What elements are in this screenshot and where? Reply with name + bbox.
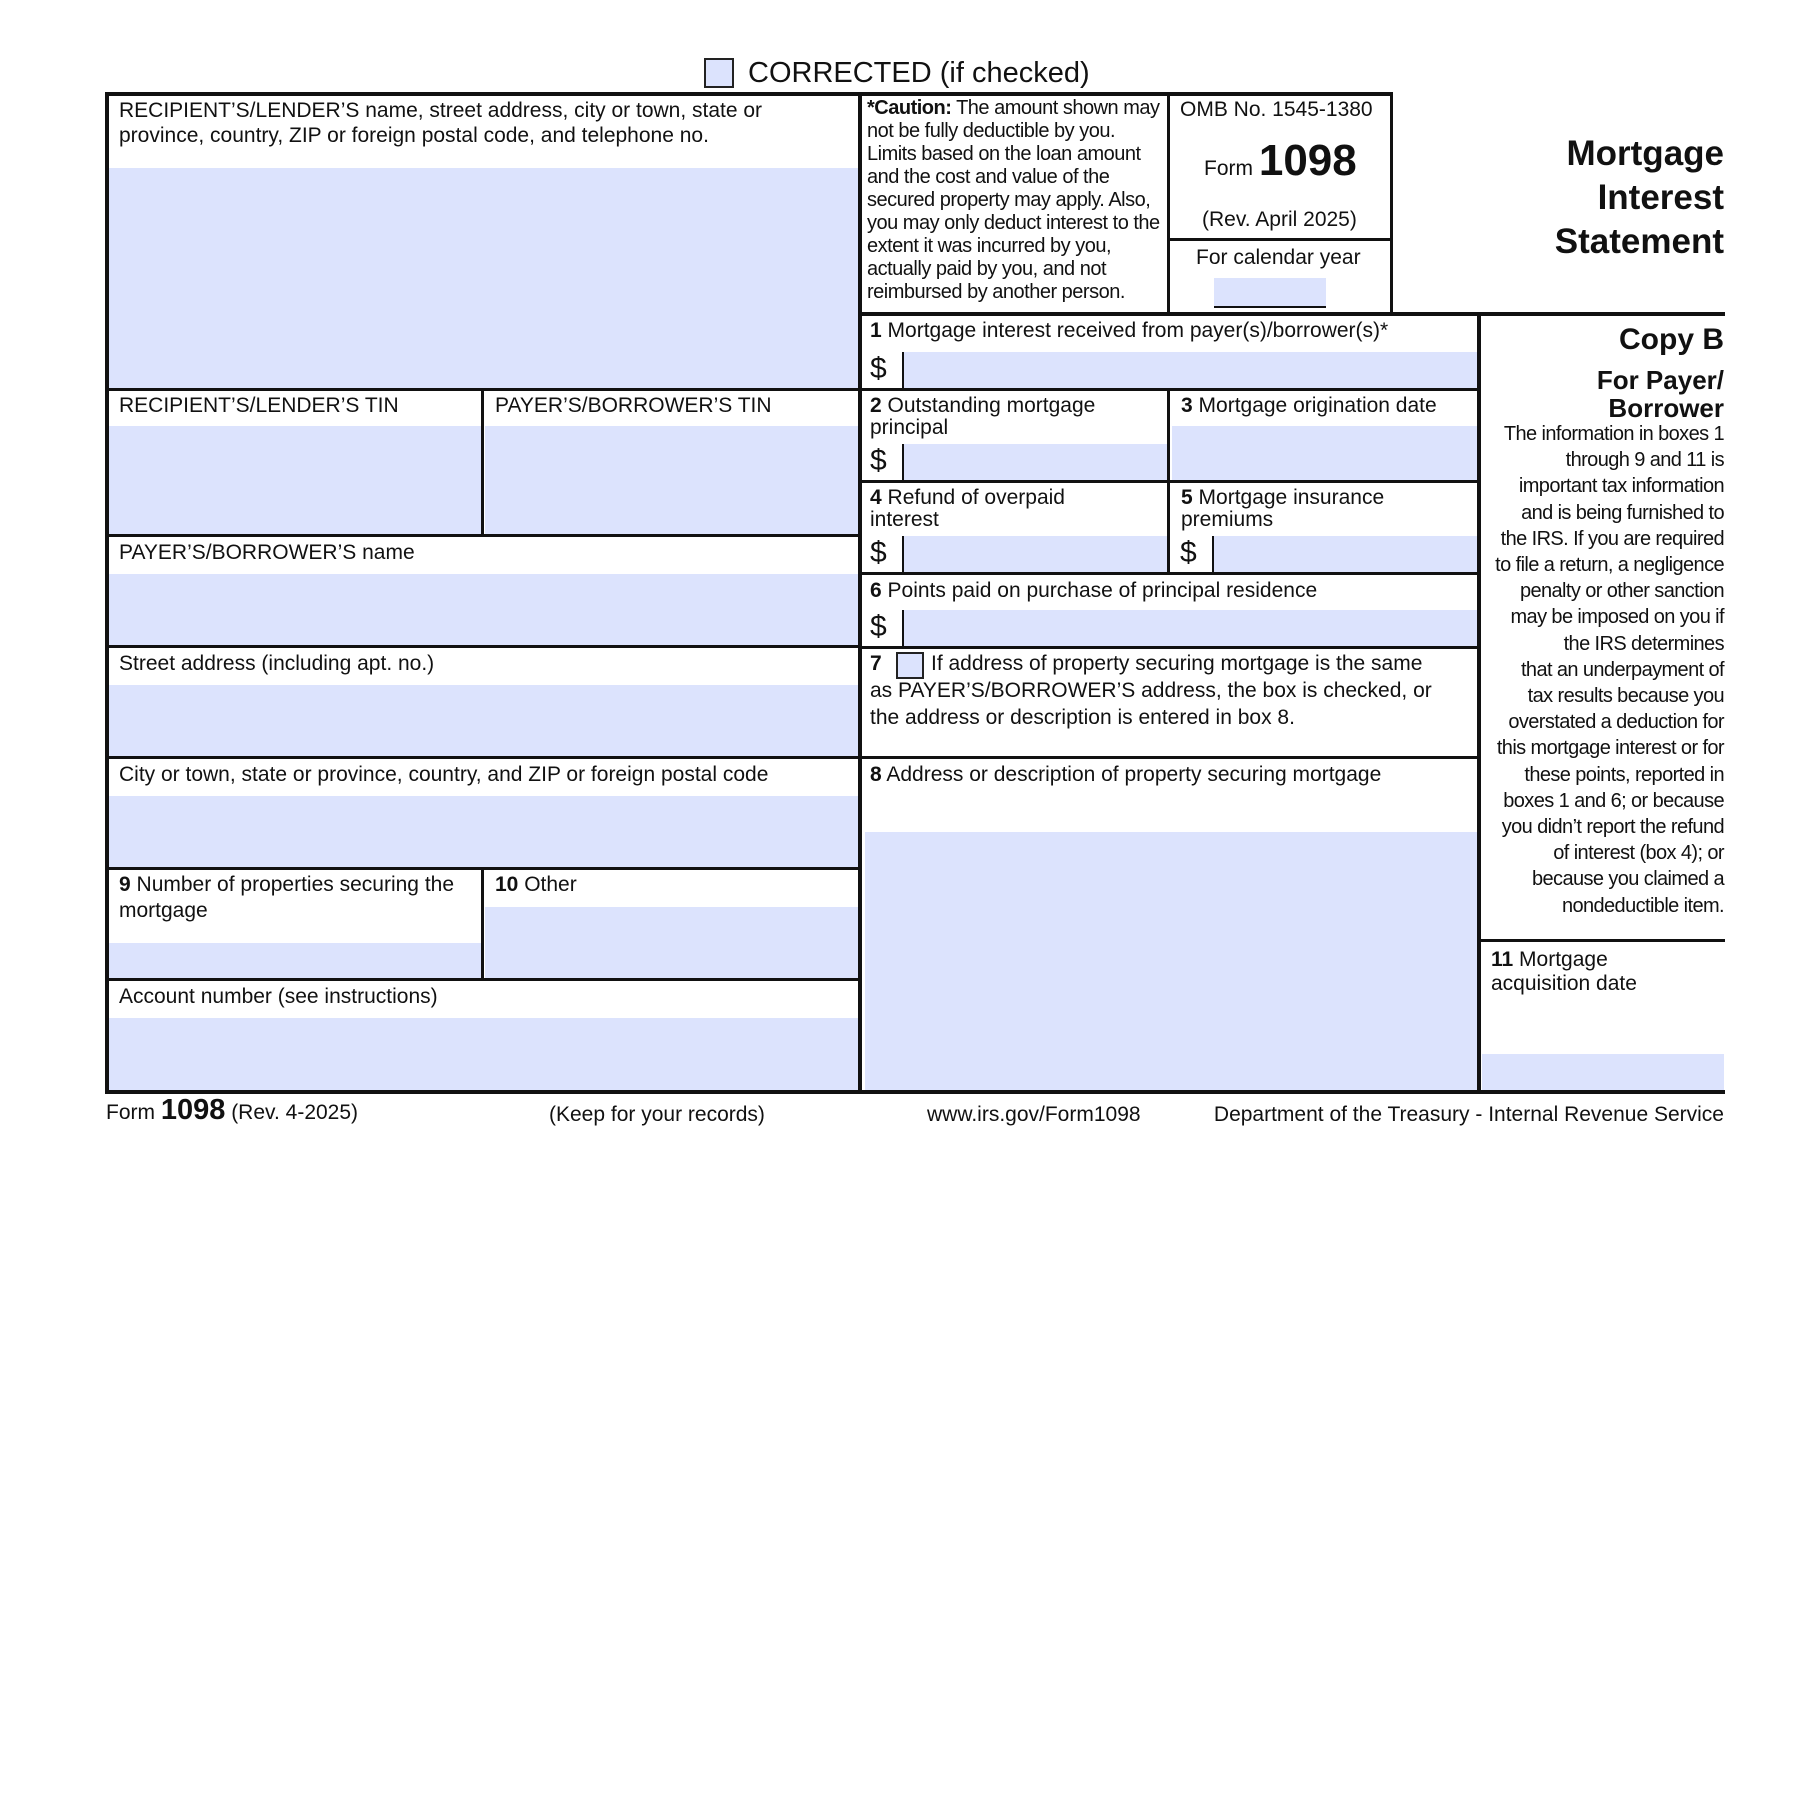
box10-label: 10 Other [495,873,577,896]
form-number-block: Form 1098 [1204,136,1357,185]
info-line: because you claimed a [1532,868,1724,891]
info-line: tax results because you [1527,685,1724,708]
divider-left-middle [858,92,862,1092]
info-line: these points, reported in [1524,763,1724,786]
box6-field[interactable] [904,610,1479,646]
payer-city-label: City or town, state or province, country, and ZIP or foreign postal code [119,763,769,786]
divider-middle-top [860,312,1725,316]
account-number-label: Account number (see instructions) [119,985,438,1008]
payer-name-label: PAYER’S/BORROWER’S name [119,541,415,564]
dollar-divider-b2 [902,444,904,480]
info-line: The information in boxes 1 [1503,423,1724,445]
caution-line: not be fully deductible by you. [867,120,1116,142]
caution-line: *Caution: The amount shown may [867,97,1160,119]
divider-tins [481,388,484,536]
line-left-4 [107,756,860,759]
line-right-1 [1479,939,1725,942]
box1-label: 1 Mortgage interest received from payer(s)/borrower(s)* [870,319,1389,342]
title-line-2: Interest [1597,178,1724,217]
recipient-tin-label: RECIPIENT’S/LENDER’S TIN [119,394,399,417]
recipient-name-address-field[interactable] [109,168,858,390]
info-line: the IRS. If you are required [1500,527,1724,550]
payer-city-field[interactable] [109,796,858,868]
box2-field[interactable] [904,444,1167,480]
omb-revision: (Rev. April 2025) [1202,208,1357,231]
box2-label-2: principal [870,416,949,439]
title-line-1: Mortgage [1566,134,1724,173]
line-mid-5 [860,756,1479,759]
dollar-divider-b5 [1212,536,1214,572]
box11-field[interactable] [1482,1054,1724,1090]
box5-label-1: 5 Mortgage insurance [1181,486,1385,509]
payer-tin-label: PAYER’S/BORROWER’S TIN [495,394,772,417]
caution-line: and the cost and value of the [867,166,1110,188]
divider-box9-box10 [481,867,484,980]
box5-dollar: $ [1180,536,1197,569]
footer-dept: Department of the Treasury - Internal Revenue Service [1213,1103,1724,1126]
box11-label-2: acquisition date [1491,972,1637,995]
info-line: of interest (box 4); or [1553,842,1724,865]
calendar-year-field[interactable] [1214,278,1326,308]
dollar-divider-b4 [902,536,904,572]
info-line: you didn’t report the refund [1501,816,1724,839]
info-line: penalty or other sanction [1519,580,1724,603]
box2-dollar: $ [870,444,887,477]
calendar-year-label: For calendar year [1196,246,1361,269]
title-line-3: Statement [1554,222,1724,261]
caution-line: Limits based on the loan amount [867,143,1141,165]
box5-field[interactable] [1214,536,1479,572]
copy-for-line-1: For Payer/ [1596,365,1724,395]
recipient-name-address-label-1: RECIPIENT’S/LENDER’S name, street address, city or town, state or [119,99,763,122]
box10-field[interactable] [485,907,858,979]
info-line: that an underpayment of [1520,658,1724,681]
divider-omb-right [1390,92,1393,314]
box2-label-1: 2 Outstanding mortgage [870,394,1096,417]
box4-field[interactable] [904,536,1167,572]
box9-label-1: 9 Number of properties securing the [119,873,455,896]
divider-caution-omb [1167,92,1170,314]
box4-label-2: interest [870,508,939,531]
info-line: may be imposed on you if [1510,606,1724,629]
copy-for-line-2: Borrower [1608,393,1724,423]
copy-info-text [1474,421,1724,919]
box7-line-2: as PAYER’S/BORROWER’S address, the box is checked, or [870,679,1432,702]
payer-street-field[interactable] [109,685,858,757]
copy-b-block [1480,322,1724,422]
box8-label: 8 Address or description of property securing mortgage [870,763,1382,786]
frame-top [105,92,1393,96]
box9-label-2: mortgage [119,899,208,922]
box7-line-1: If address of property securing mortgage is the same [931,652,1423,675]
box4-dollar: $ [870,536,887,569]
recipient-name-address-label-2: province, country, ZIP or foreign postal code, and telephone no. [119,124,709,147]
frame-left [105,92,109,1094]
box6-label: 6 Points paid on purchase of principal residence [870,579,1318,602]
dollar-divider-b6 [902,610,904,646]
info-line: nondeductible item. [1561,894,1724,917]
box7-line-3: the address or description is entered in box 8. [870,706,1295,729]
info-line: overstated a deduction for [1508,711,1724,734]
caution-line: you may only deduct interest to the [867,212,1160,234]
info-line: to file a return, a negligence [1495,554,1724,577]
box3-field[interactable] [1172,426,1479,480]
footer-form-id: Form 1098 (Rev. 4-2025) [106,1094,359,1126]
caution-line: actually paid by you, and not [867,258,1107,280]
copy-title: Copy B [1619,323,1724,356]
info-line: through 9 and 11 is [1565,449,1724,472]
box6-dollar: $ [870,610,887,643]
payer-street-label: Street address (including apt. no.) [119,652,435,675]
info-line: this mortgage interest or for [1496,737,1724,760]
box1-dollar: $ [870,352,887,385]
caution-line: secured property may apply. Also, [867,189,1151,211]
box1-field[interactable] [904,352,1479,388]
account-number-field[interactable] [109,1018,858,1090]
recipient-tin-field[interactable] [109,426,482,534]
box5-label-2: premiums [1181,508,1274,531]
box7-number: 7 [870,652,882,675]
footer-keep: (Keep for your records) [549,1103,765,1126]
box4-label-1: 4 Refund of overpaid [870,486,1065,509]
caution-line: extent it was incurred by you, [867,235,1112,257]
caution-line: reimbursed by another person. [867,281,1125,303]
box7-checkbox[interactable] [896,652,924,679]
info-line: and is being furnished to [1521,501,1724,524]
info-line: important tax information [1518,475,1724,498]
caution-text [867,97,1167,304]
box9-field[interactable] [109,943,482,979]
corrected-label: CORRECTED (if checked) [748,57,1090,89]
box11-label-1: 11 Mortgage [1491,948,1608,971]
payer-tin-field[interactable] [485,426,858,534]
line-mid-4 [860,646,1479,649]
divider-box2-box3 [1167,388,1170,574]
line-left-3 [107,645,860,648]
dollar-divider-b1 [902,352,904,388]
corrected-checkbox[interactable] [704,58,734,88]
box8-field[interactable] [865,832,1479,1090]
divider-omb-calendar [1168,238,1392,241]
info-line: boxes 1 and 6; or because [1503,789,1724,812]
footer-url: www.irs.gov/Form1098 [927,1103,1141,1126]
payer-name-field[interactable] [109,574,858,646]
omb-number: OMB No. 1545-1380 [1180,98,1373,121]
box3-label: 3 Mortgage origination date [1181,394,1437,417]
info-line: the IRS determines [1563,632,1724,655]
form-title [1480,132,1724,264]
